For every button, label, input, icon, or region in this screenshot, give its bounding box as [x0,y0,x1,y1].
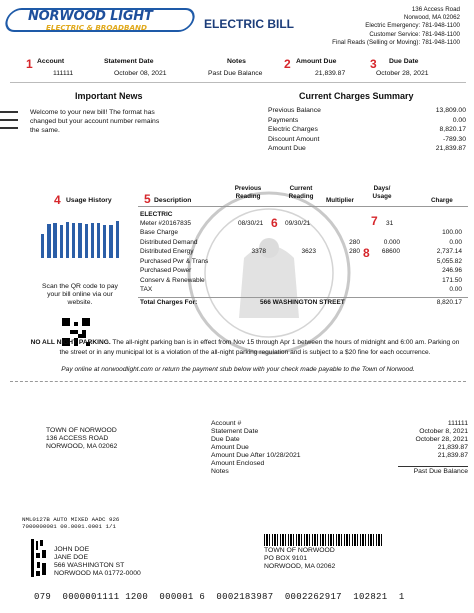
summary-value: 21,839.87 [435,145,466,153]
parking-notice-heading: NO ALL NIGHT PARKING. [30,339,111,346]
logo-main-text: NORWOOD LIGHT [28,9,153,24]
stub-row [211,420,468,428]
margin-mark [0,111,18,113]
summary-label: Amount Due [268,145,306,153]
remit-address [264,547,335,571]
stub-from-line: NORWOOD, MA 02062 [46,443,118,450]
amount-enclosed-field[interactable] [398,460,468,467]
row-charge: 171.50 [442,276,462,284]
marker-1: 1 [26,57,33,71]
meter-number: Meter #20167835 [140,220,191,227]
utility-city: Norwood, MA 02062 [403,14,460,22]
qr-instruction: Scan the QR code to pay your bill online via our website. [42,283,118,306]
table-header-rule [138,206,468,207]
customer-line: JANE DOE [54,554,88,561]
row-multiplier: 280 [349,238,360,246]
stub-label: Amount Due After 10/28/2021 [211,452,301,459]
customer-address [54,546,141,578]
summary-value: 8,820.17 [439,126,466,134]
previous-read-date: 08/30/21 [238,220,264,227]
bill-title: ELECTRIC BILL [204,17,294,31]
stub-label: Account # [211,420,242,427]
summary-label: Previous Balance [268,107,321,114]
payment-stub-details [211,420,468,476]
usage-bar [47,224,50,258]
notes-label: Notes [227,58,246,65]
summary-row [268,135,466,145]
charge-header: Charge [431,197,453,204]
row-previous-reading: 3378 [251,248,266,255]
statement-date-label: Statement Date [104,58,154,65]
usage-bar [66,222,69,258]
due-date-value: October 28, 2021 [376,70,429,77]
norwood-light-logo [6,6,194,34]
summary-row [268,125,466,135]
usage-bar [109,225,112,258]
summary-row [268,106,466,116]
row-description: Distributed Demand [140,238,198,246]
row-description: Purchased Pwr & Trans [140,257,209,265]
usage-bar [72,223,75,258]
total-label: Total Charges For: [140,299,198,306]
usage-bar [97,223,100,258]
customer-line: NORWOOD MA 01772-0000 [54,570,141,577]
stub-label: Amount Due [211,444,249,451]
previous-reading-header: Previous Reading [234,185,262,200]
stub-value: Past Due Balance [413,468,468,475]
service-phone: Customer Service: 781-948-1100 [369,30,460,38]
usage-bar [53,223,56,258]
current-read-date: 09/30/21 [285,220,311,227]
stub-row [211,428,468,436]
days-usage-header: Days/ Usage [372,185,392,200]
stub-from-line: TOWN OF NORWOOD [46,427,117,434]
description-header: Description [154,197,192,204]
account-value: 111111 [53,70,74,77]
stub-label: Due Date [211,436,240,443]
mail-code-line: 7000000001 00.0001.0001 1/1 [22,523,116,530]
row-description: Purchased Power [140,267,192,274]
row-usage: 0.000 [383,238,400,246]
important-news-heading: Important News [75,91,143,101]
remit-line: PO BOX 9101 [264,555,308,562]
emergency-phone: Electric Emergency: 781-948-1100 [365,22,460,30]
stub-label: Notes [211,468,229,475]
stub-row [211,452,468,460]
remit-barcode [264,534,384,546]
due-date-label: Due Date [389,58,419,65]
usage-history-heading: Usage History [66,197,112,204]
marker-2: 2 [284,57,291,71]
summary-label: Electric Charges [268,126,318,134]
stub-row [211,444,468,452]
summary-label: Discount Amount [268,135,320,143]
row-charge: 246.96 [442,267,462,274]
usage-history-chart [31,214,123,262]
stub-from-line: 136 ACCESS ROAD [46,435,109,442]
remit-line: TOWN OF NORWOOD [264,547,335,554]
usage-bar [103,225,106,258]
billing-days: 31 [386,220,394,227]
row-charge: 0.00 [449,238,462,246]
important-news-text: Welcome to your new bill! The format has changed but your account number remains the same. [30,109,160,134]
stub-value: 21,839.87 [437,444,468,451]
amount-due-value: 21,839.87 [315,70,346,77]
utility-address [332,6,460,47]
notes-value: Past Due Balance [208,70,263,77]
summary-heading: Current Charges Summary [299,91,414,101]
summary-row [268,144,466,154]
multiplier-header: Multiplier [326,197,354,204]
usage-bar [85,224,88,258]
row-current-reading: 3623 [301,248,316,255]
usage-bar [78,223,81,258]
marker-4: 4 [54,193,61,207]
2d-barcode [30,538,48,578]
amount-due-label: Amount Due [296,58,337,65]
row-usage: 68600 [381,248,400,255]
customer-line: 566 WASHINGTON ST [54,562,125,569]
usage-bar [116,221,119,258]
total-service-address: 566 WASHINGTON STREET [260,299,345,306]
marker-5: 5 [144,192,151,206]
summary-value: -789.30 [442,135,466,143]
margin-mark [0,119,18,121]
row-description: TAX [140,286,153,293]
row-description: Conserv & Renewable [140,276,205,284]
row-description: Base Charge [140,229,178,236]
parking-notice-text: The all-night parking ban is in effect from Nov 15 through Apr 1 between the hours of midnight and 6:00 am. Parking on the street or in any municipal lot is a violation of the all-night parking regulation and is subject to a $20 fine for each occurrence. [59,339,460,356]
row-charge: 100.00 [442,229,462,236]
statement-date-value: October 08, 2021 [114,70,167,77]
usage-bar [60,225,63,258]
marker-7: 7 [371,214,378,228]
tear-line [10,381,466,382]
row-charge: 2,737.14 [436,248,462,255]
parking-notice [28,338,462,358]
stub-value: October 28, 2021 [415,436,468,443]
pay-online-instruction: Pay online at norwoodlight.com or return the payment stub below with your check made payable to the Town of Norwood. [61,366,415,373]
marker-8: 8 [363,246,370,260]
electric-section-label: ELECTRIC [140,211,173,218]
marker-6: 6 [271,216,278,230]
stub-row [211,468,468,476]
usage-bar [41,234,44,258]
total-rule [138,297,468,298]
header-divider [10,82,466,83]
mail-codes [22,516,119,530]
mail-code-line: NML0127B AUTO MIXED AADC 926 [22,516,120,523]
utility-street: 136 Access Road [411,6,460,13]
summary-value: 13,809.00 [435,107,466,114]
row-multiplier: 280 [349,248,360,255]
ocr-scanline: 079 0000001111 1200 000001 6 0002183987 0002262917 102821 1 [34,592,405,602]
usage-bars [41,214,119,258]
stub-value: 111111 [447,420,468,427]
usage-bar [91,223,94,258]
row-charge: 5,055.82 [436,257,462,265]
stub-row [211,436,468,444]
summary-row [268,116,466,126]
row-charge: 0.00 [449,286,462,293]
account-label: Account [37,58,65,65]
stub-label: Statement Date [211,428,259,435]
total-value: 8,820.17 [436,299,462,306]
final-reads-phone: Final Reads (Selling or Moving): 781-948-1100 [332,38,460,46]
row-description: Distributed Energy [140,248,194,255]
stub-value: 21,839.87 [437,452,468,459]
customer-line: JOHN DOE [54,546,90,553]
summary-label: Payments [268,116,299,124]
summary-table [268,106,466,154]
logo-sub-text: ELECTRIC & BROADBAND [46,23,148,32]
stub-from-address [46,427,117,451]
stub-value: October 8, 2021 [419,428,468,435]
margin-mark [0,127,18,129]
current-reading-header: Current Reading [288,185,314,200]
stub-label: Amount Enclosed [211,460,265,467]
stub-row [211,460,468,468]
remit-line: NORWOOD, MA 02062 [264,563,336,570]
summary-value: 0.00 [452,116,466,124]
marker-3: 3 [370,57,377,71]
